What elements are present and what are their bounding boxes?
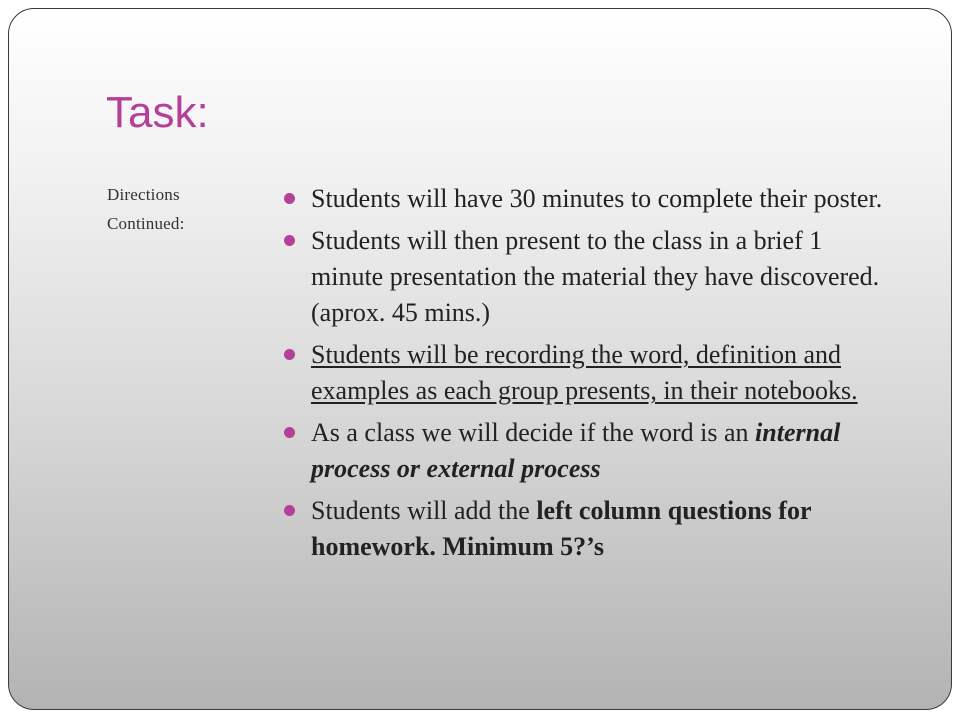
bullet-text-emphasis: internal process or external process [311, 418, 841, 483]
bullet-dot-icon [284, 427, 295, 438]
bullet-dot-icon [284, 505, 295, 516]
bullet-dot-icon [284, 235, 295, 246]
bullet-dot-icon [284, 349, 295, 360]
bullet-item [277, 181, 897, 217]
bullet-text-bold: left column questions for homework. Minimum 5?’s [311, 496, 812, 561]
bullet-item [277, 223, 897, 331]
bullet-list [277, 181, 897, 571]
bullet-item [277, 415, 897, 487]
bullet-text: Students will then present to the class in a brief 1 minute presentation the material they have discovered. (aprox. 45 mins.) [311, 226, 880, 327]
slide-title: Task: [106, 88, 209, 137]
bullet-item [277, 337, 897, 409]
bullet-text-underlined: Students will be recording the word, definition and examples as each group presents, in their notebooks. [311, 340, 858, 405]
side-label-line-2: Continued: [107, 214, 185, 233]
side-label [107, 180, 237, 238]
bullet-dot-icon [284, 193, 295, 204]
bullet-text: Students will have 30 minutes to complete their poster. [311, 184, 883, 213]
slide [8, 8, 952, 710]
bullet-text: As a class we will decide if the word is an [311, 418, 756, 447]
bullet-text: Students will add the [311, 496, 537, 525]
bullet-item [277, 493, 897, 565]
side-label-line-1: Directions [107, 185, 180, 204]
